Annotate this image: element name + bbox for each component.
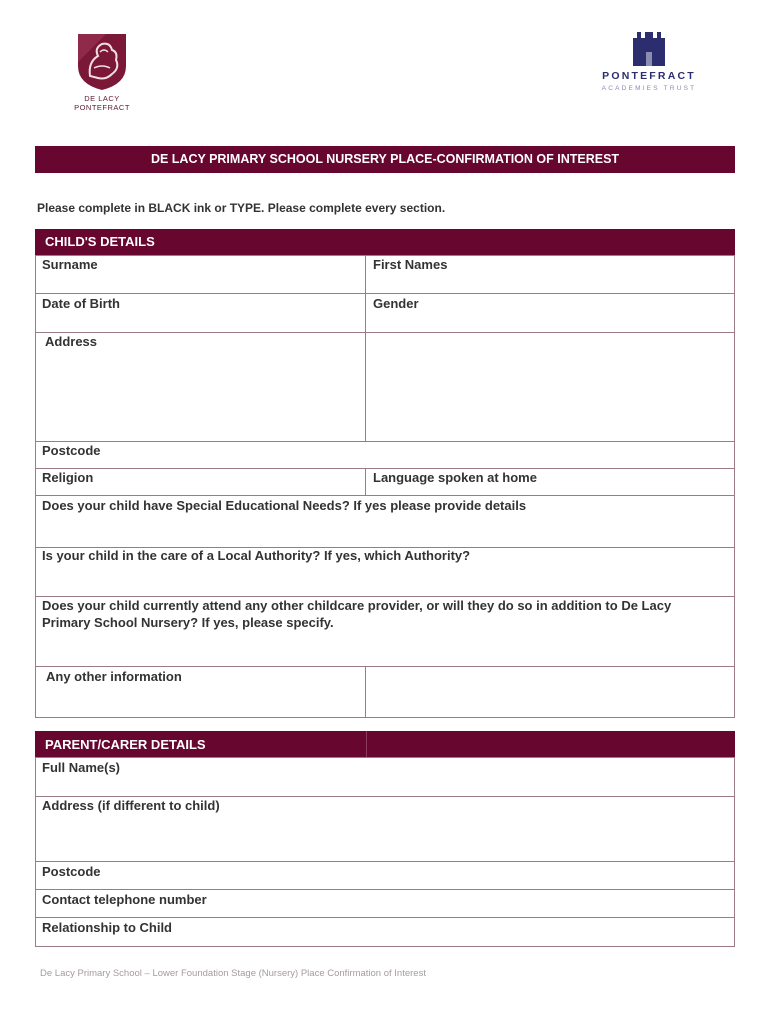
surname-label: Surname [42,257,98,272]
gender-label: Gender [373,296,419,311]
gender-field[interactable] [365,293,735,333]
de-lacy-logo-line1: DE LACY [84,94,120,103]
parent-address-label: Address (if different to child) [42,798,220,813]
address-field-right[interactable] [365,332,735,442]
religion-label: Religion [42,470,94,485]
lion-shield-crest-icon [76,32,128,92]
relationship-label: Relationship to Child [42,920,172,935]
parent-carer-details-header: PARENT/CARER DETAILS [35,731,735,758]
pontefract-academies-trust-logo [596,28,702,100]
local-authority-label: Is your child in the care of a Local Authority? If yes, which Authority? [42,548,471,563]
postcode-label: Postcode [42,443,101,458]
trust-logo-line2: ACADEMIES TRUST [601,85,697,92]
other-information-label: Any other information [46,669,182,684]
de-lacy-logo-line2: PONTEFRACT [74,103,130,112]
full-names-field[interactable] [35,757,735,797]
full-names-label: Full Name(s) [42,760,121,775]
trust-logo-line1: PONTEFRACT [602,70,696,82]
sen-label: Does your child have Special Educational Needs? If yes please provide details [42,498,527,513]
childs-details-header: CHILD'S DETAILS [35,229,735,255]
parent-postcode-field[interactable] [35,861,735,890]
castle-tower-icon [629,28,669,66]
parent-postcode-label: Postcode [42,864,101,879]
form-instructions: Please complete in BLACK ink or TYPE. Please complete every section. [37,201,446,215]
form-title-bar: DE LACY PRIMARY SCHOOL NURSERY PLACE-CONFIRMATION OF INTEREST [35,146,735,173]
childcare-provider-label: Does your child currently attend any other childcare provider, or will they do so in addition to De Lacy Primary School Nursery? If yes, please specify. [42,598,672,630]
language-label: Language spoken at home [373,470,537,485]
postcode-field[interactable] [35,441,735,469]
page-footer: De Lacy Primary School – Lower Foundation Stage (Nursery) Place Confirmation of Interest [40,968,426,979]
contact-telephone-label: Contact telephone number [42,892,207,907]
first-names-label: First Names [373,257,448,272]
address-label: Address [45,334,98,349]
date-of-birth-label: Date of Birth [42,296,120,311]
de-lacy-logo [70,30,134,114]
header-divider [366,731,367,758]
other-information-field-right[interactable] [365,666,735,718]
